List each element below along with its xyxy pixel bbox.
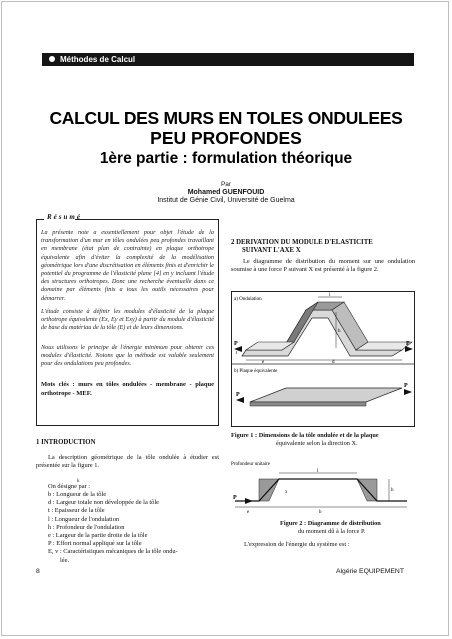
author-by: Par <box>220 181 232 188</box>
journal-name: Algérie EQUIPEMENT <box>336 568 404 575</box>
intro-list-item: e : Largeur de la partie droite de la tôle <box>48 532 148 540</box>
page-number: 8 <box>36 568 40 575</box>
intro-paragraph: La description géométrique de la tôle ondulée à étudier est présentée sur la figure 1. <box>36 454 219 470</box>
plate-force-arrow-right-icon <box>404 389 412 395</box>
equivalent-plate-edge <box>250 402 366 406</box>
equivalent-plate <box>250 388 402 402</box>
abstract-box-top-left <box>36 219 44 220</box>
author-institution: Institut de Génie Civil, Université de Guelma <box>157 197 295 204</box>
title-line-2: PEU PROFONDES <box>150 128 302 148</box>
figure2-drawing <box>231 459 415 521</box>
abstract-label: Résumé <box>47 213 82 221</box>
figure1-drawing <box>232 292 414 426</box>
abstract-paragraph-3: Nous utilisons le principe de l'énergie minimum pour obtenir ces modules d'élasticité. Notons que la méthode est valable seulement pour des ondulations peu profondes. <box>41 344 214 368</box>
fig2-symbol-x: x <box>285 490 288 495</box>
symbol-P-right: P <box>406 341 410 347</box>
symbol-h: h <box>338 329 341 334</box>
section2-paragraph: Le diagramme de distribution du moment sur une ondulation soumise à une force P suivant X est présenté à la figure 2. <box>231 258 415 274</box>
figure1-label-b: b) Plaque équivalente <box>234 369 278 374</box>
intro-letter-k: k <box>77 479 80 484</box>
intro-list-item: t : Epaisseur de la tôle <box>48 507 105 515</box>
abstract-paragraph-1: La présente note a essentiellement pour objet l'étude de la transformation d'un mur en tôles ondulées peu profondes travaillant en membrane (état plan de contrainte) en plaque orthotrope équivalente afin d'éviter la complexité de la modélisation géométrique lors d'une discrétisation en éléments finis et d'enrichir le potentiel du programme de l'élasticité plane [4] en y incluant l'étude des structures orthotropes. Donc une recherche éventuelle dans ce domaine par éléments finis a tous les outils nécessaires pour démarrer. <box>41 229 214 302</box>
fig2-symbol-l: l <box>317 469 319 474</box>
fig2-symbol-h: h <box>391 488 394 493</box>
fig2-symbol-b: b <box>319 510 322 515</box>
section-header-bar <box>42 53 414 66</box>
title-line-1: CALCUL DES MURS EN TOLES ONDULEES <box>49 108 403 128</box>
figure2-label: Profondeur unitaire <box>231 462 271 467</box>
figure1-caption-line2: équivalente selon la direction X. <box>276 440 358 447</box>
section2-heading-line2: SUIVANT L'AXE X <box>242 247 301 254</box>
intro-list-item: lée. <box>60 556 70 564</box>
symbol-t: t <box>236 351 238 356</box>
intro-list-item: b : Longueur de la tôle <box>48 491 107 498</box>
symbol-P-plate-right: P <box>404 383 408 389</box>
intro-list-item: h : Profondeur de l'ondulation <box>48 523 125 531</box>
intro-list-item: l : Longueur de l'ondulation <box>48 515 120 523</box>
section-header-label: Méthodes de Calcul <box>60 55 136 64</box>
intro-list-item: E, v : Caractéristiques mécaniques de la tôle ondu- <box>48 548 178 556</box>
fig2-symbol-e: e <box>247 510 250 515</box>
bullet-icon <box>49 56 55 62</box>
energy-text: L'expression de l'énergie du système est : <box>244 541 350 548</box>
fig2-symbol-P: P <box>233 495 237 501</box>
figure2-caption-line2: du moment dû à la force P. <box>298 528 366 535</box>
figure1-label-a: a) Ondulation <box>234 297 262 302</box>
figure2-frame <box>231 459 415 521</box>
figure1-frame <box>231 291 415 427</box>
intro-list <box>48 491 223 565</box>
author-name: Mohamed GUENFOUID <box>187 189 265 196</box>
abstract-keywords: Mots clés : murs en tôles ondulées - membrane - plaque orthotrope - MEF. <box>41 381 214 397</box>
abstract-box-top-right <box>75 219 219 220</box>
figure2-caption-line1: Figure 2 : Diagramme de distribution <box>280 520 381 527</box>
intro-designation: On désigne par : <box>48 483 91 490</box>
symbol-e: e <box>262 360 265 365</box>
section2-heading-line1: 2 DERIVATION DU MODULE D'ELASTICITE <box>231 239 373 246</box>
intro-heading: 1 INTRODUCTION <box>36 439 96 446</box>
fig2-force-arrow-icon <box>245 498 253 504</box>
abstract-paragraph-2: L'étude consiste à définir les modules d'élasticité de la plaque orthotrope équivalente (Ex, Ey et Exy) à partir du module d'élasticité de base du matériau de la tôle (E) et de leurs dimensions. <box>41 308 214 332</box>
intro-list-item: d : Largeur totale non développée de la tôle <box>48 499 159 507</box>
symbol-P-plate-left: P <box>236 392 240 398</box>
title-line-3: 1ère partie : formulation théorique <box>99 150 353 167</box>
symbol-d: d <box>332 360 335 365</box>
figure1-caption-line1: Figure 1 : Dimensions de la tôle ondulée et de la plaque <box>231 432 379 439</box>
symbol-l: l <box>329 293 331 298</box>
symbol-P-left: P <box>234 341 238 347</box>
intro-list-item: P : Effort normal appliqué sur la tôle <box>48 540 142 548</box>
